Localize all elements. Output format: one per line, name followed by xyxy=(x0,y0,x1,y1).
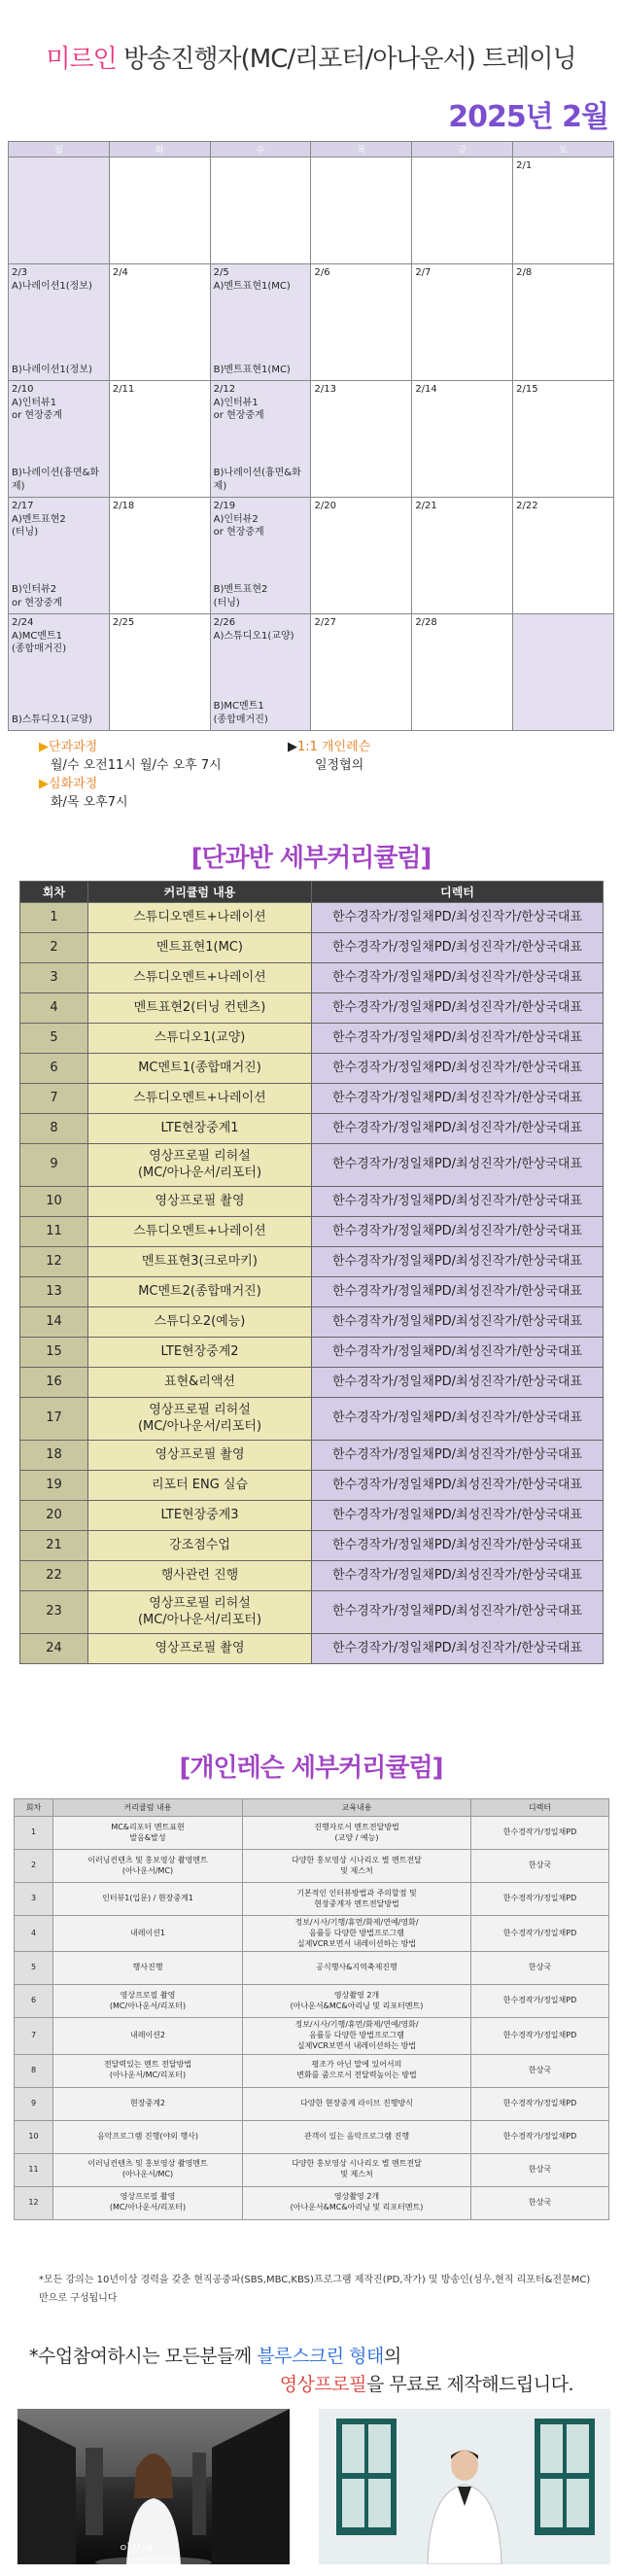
round-number: 2 xyxy=(20,933,88,963)
director-names: 한수경작가/정일채PD/최성진작가/한상국대표 xyxy=(312,1187,604,1217)
day-schedule-bottom: B)나레이션(흉면&화제) xyxy=(12,468,100,492)
director-names: 한상국 xyxy=(471,1850,609,1883)
weekday-mon: 월 xyxy=(9,142,110,157)
director-names: 한수경작가/정일채PD/최성진작가/한상국대표 xyxy=(312,1054,604,1084)
curriculum-content: 멘트표현1(MC) xyxy=(88,933,312,963)
page-title xyxy=(0,39,622,75)
short-course-title: [단과반 세부커리큘럼] xyxy=(190,844,432,873)
curriculum-content: 영상프로필 리허설 (MC/아나운서/리포터) xyxy=(88,1398,312,1441)
lesson-detail: 기본적인 인터뷰방법과 주의할점 및 현장중계자 멘트전달방법 xyxy=(243,1883,471,1916)
table-row xyxy=(15,1916,609,1952)
round-number: 13 xyxy=(20,1277,88,1307)
table-row xyxy=(15,1883,609,1916)
col-content: 커리큘럼 내용 xyxy=(53,1799,243,1817)
day-schedule-bottom: B)MC멘트1 (종합매거진) xyxy=(213,701,268,725)
curriculum-content: 내레이션2 xyxy=(53,2018,243,2054)
curriculum-content: 리포터 ENG 실습 xyxy=(88,1471,312,1501)
day-schedule-top: 2/4 xyxy=(112,267,128,278)
director-names: 한수경작가/정일채PD xyxy=(471,1817,609,1850)
profile-photo-female xyxy=(17,2409,290,2564)
day-schedule-top: 2/26 A)스튜디오1(교양) xyxy=(213,617,294,642)
table-row xyxy=(20,1441,604,1471)
table-row xyxy=(20,1084,604,1114)
curriculum-content: 이러닝컨텐츠 및 홍보영상 촬영멘트 (아나운서/MC) xyxy=(53,1850,243,1883)
short-course-rows xyxy=(20,903,604,1664)
studio-scene xyxy=(17,2409,290,2564)
calendar-day xyxy=(109,498,210,614)
round-number: 8 xyxy=(20,1114,88,1144)
profile-photo-male xyxy=(319,2409,610,2564)
table-row xyxy=(20,903,604,933)
round-number: 7 xyxy=(15,2018,53,2054)
curriculum-content: 영상프로필 촬영 (MC/아나운서/리포터) xyxy=(53,2186,243,2219)
calendar-day xyxy=(412,264,513,381)
lesson-detail: 관객이 있는 음악프로그램 진행 xyxy=(243,2120,471,2153)
table-row xyxy=(15,2120,609,2153)
round-number: 9 xyxy=(15,2087,53,2120)
round-number: 6 xyxy=(20,1054,88,1084)
round-number: 4 xyxy=(15,1916,53,1952)
curriculum-content: 스튜디오2(예능) xyxy=(88,1307,312,1338)
calendar-day xyxy=(311,614,412,731)
director-names: 한수경작가/정일채PD/최성진작가/한상국대표 xyxy=(312,1144,604,1187)
table-row xyxy=(20,993,604,1024)
round-number: 20 xyxy=(20,1501,88,1531)
table-row xyxy=(20,963,604,993)
curriculum-content: 스튜디오1(교양) xyxy=(88,1024,312,1054)
curriculum-content: 행사관련 진행 xyxy=(88,1561,312,1591)
lesson-detail: 평조가 아닌 말에 있어서의 변화를 줌으로서 전달력높이는 방법 xyxy=(243,2054,471,2087)
director-names: 한상국 xyxy=(471,2153,609,2186)
director-names: 한수경작가/정일채PD/최성진작가/한상국대표 xyxy=(312,1247,604,1277)
col-director: 디렉터 xyxy=(471,1799,609,1817)
day-schedule-top: 2/21 xyxy=(415,501,437,511)
col-detail: 교육내용 xyxy=(243,1799,471,1817)
curriculum-content: 음악프로그램 진행(야외 행사) xyxy=(53,2120,243,2153)
calendar-day xyxy=(210,264,311,381)
day-schedule-top: 2/24 A)MC멘트1 (종합매거진) xyxy=(12,617,67,654)
table-row xyxy=(15,2018,609,2054)
calendar-day xyxy=(311,157,412,264)
calendar-day xyxy=(109,157,210,264)
calendar-day xyxy=(513,157,614,264)
day-schedule-top: 2/7 xyxy=(415,267,432,278)
footnote: *모든 강의는 10년이상 경력을 갖춘 현직공중파(SBS,MBC,KBS)프로그램 제작진(PD,작가) 및 방송인(성우,현직 리포터&전문MC)만으로 구성됩니다 xyxy=(39,2275,591,2304)
director-names: 한상국 xyxy=(471,1952,609,1985)
calendar-day xyxy=(9,157,110,264)
table-row xyxy=(20,1471,604,1501)
table-row xyxy=(15,2153,609,2186)
private-course-title: [개인레슨 세부커리큘럼] xyxy=(179,1754,443,1783)
director-names: 한수경작가/정일채PD/최성진작가/한상국대표 xyxy=(312,1307,604,1338)
round-number: 18 xyxy=(20,1441,88,1471)
weekday-wed: 수 xyxy=(210,142,311,157)
day-schedule-top: 2/10 A)인터뷰1 or 현장중계 xyxy=(12,384,63,421)
round-number: 19 xyxy=(20,1471,88,1501)
calendar-day xyxy=(513,614,614,731)
curriculum-content: MC멘트1(종합매거진) xyxy=(88,1054,312,1084)
table-row xyxy=(20,1217,604,1247)
table-row xyxy=(15,2054,609,2087)
course-legend xyxy=(39,739,222,812)
round-number: 7 xyxy=(20,1084,88,1114)
calendar-day xyxy=(311,498,412,614)
calendar-day xyxy=(311,381,412,498)
private-lesson-time: 일정협의 xyxy=(315,757,364,773)
promo-pre: *수업참여하시는 모든분들께 xyxy=(29,2346,258,2367)
round-number: 11 xyxy=(20,1217,88,1247)
round-number: 10 xyxy=(15,2120,53,2153)
table-row xyxy=(15,2087,609,2120)
round-number: 3 xyxy=(20,963,88,993)
round-number: 8 xyxy=(15,2054,53,2087)
private-legend xyxy=(288,739,370,776)
day-schedule-top: 2/20 xyxy=(314,501,336,511)
table-row xyxy=(20,1634,604,1664)
day-schedule-bottom: B)멘트표현2 (터닝) xyxy=(213,584,268,609)
round-number: 24 xyxy=(20,1634,88,1664)
triangle-icon: ▶ xyxy=(39,776,49,791)
calendar-day xyxy=(412,614,513,731)
window-scene xyxy=(319,2409,610,2564)
director-names: 한수경작가/정일채PD/최성진작가/한상국대표 xyxy=(312,1561,604,1591)
round-number: 12 xyxy=(20,1247,88,1277)
day-schedule-top: 2/11 xyxy=(112,384,135,395)
calendar-day xyxy=(9,381,110,498)
day-schedule-bottom: B)스튜디오1(교양) xyxy=(12,714,92,725)
table-row xyxy=(20,1307,604,1338)
day-schedule-top: 2/14 xyxy=(415,384,437,395)
table-row xyxy=(15,1850,609,1883)
title-text: 방송진행자(MC/리포터/아나운서) 트레이닝 xyxy=(116,45,576,74)
curriculum-content: 스튜디오멘트+나레이션 xyxy=(88,1084,312,1114)
day-schedule-top: 2/22 xyxy=(516,501,538,511)
lesson-detail: 다양한 현장중계 라이브 진행방식 xyxy=(243,2087,471,2120)
promo-red: 영상프로필 xyxy=(279,2374,366,2396)
curriculum-content: 전달력있는 멘트 전달방법 (아나운서/MC/리포터) xyxy=(53,2054,243,2087)
lesson-detail: 다양한 홍보영상 시나리오 별 멘트전달 및 제스처 xyxy=(243,1850,471,1883)
director-names: 한수경작가/정일채PD/최성진작가/한상국대표 xyxy=(312,1441,604,1471)
day-schedule-top: 2/3 A)나레이션1(정보) xyxy=(12,267,92,292)
table-row xyxy=(20,1338,604,1368)
table-row xyxy=(15,1985,609,2018)
deep-course-label: 심화과정 xyxy=(49,776,98,791)
curriculum-content: 내레이션1 xyxy=(53,1916,243,1952)
round-number: 12 xyxy=(15,2186,53,2219)
director-names: 한수경작가/정일채PD/최성진작가/한상국대표 xyxy=(312,1501,604,1531)
curriculum-content: 인터뷰1(입문) / 현장중계1 xyxy=(53,1883,243,1916)
col-content: 커리큘럼 내용 xyxy=(88,882,312,903)
curriculum-content: 스튜디오멘트+나레이션 xyxy=(88,963,312,993)
curriculum-content: 영상프로필 리허설 (MC/아나운서/리포터) xyxy=(88,1591,312,1634)
round-number: 5 xyxy=(20,1024,88,1054)
director-names: 한수경작가/정일채PD xyxy=(471,1985,609,2018)
curriculum-content: LTE현장중계2 xyxy=(88,1338,312,1368)
calendar-day xyxy=(412,498,513,614)
round-number: 23 xyxy=(20,1591,88,1634)
calendar-day xyxy=(9,498,110,614)
curriculum-content: 영상프로필 촬영 xyxy=(88,1634,312,1664)
curriculum-content: 행사진행 xyxy=(53,1952,243,1985)
director-names: 한수경작가/정일채PD xyxy=(471,2087,609,2120)
curriculum-content: 멘트표현2(터닝 컨텐츠) xyxy=(88,993,312,1024)
curriculum-content: 영상프로필 촬영 xyxy=(88,1441,312,1471)
day-schedule-top: 2/8 xyxy=(516,267,533,278)
round-number: 9 xyxy=(20,1144,88,1187)
calendar-week xyxy=(9,498,614,614)
calendar-day xyxy=(513,381,614,498)
col-round: 회차 xyxy=(15,1799,53,1817)
col-round: 회차 xyxy=(20,882,88,903)
director-names: 한수경작가/정일채PD xyxy=(471,2120,609,2153)
round-number: 15 xyxy=(20,1338,88,1368)
calendar-day xyxy=(109,264,210,381)
director-names: 한수경작가/정일채PD/최성진작가/한상국대표 xyxy=(312,1591,604,1634)
day-schedule-top: 2/6 xyxy=(314,267,330,278)
calendar-week xyxy=(9,264,614,381)
director-names: 한수경작가/정일채PD xyxy=(471,2018,609,2054)
day-schedule-top: 2/13 xyxy=(314,384,336,395)
director-names: 한수경작가/정일채PD/최성진작가/한상국대표 xyxy=(312,1634,604,1664)
round-number: 5 xyxy=(15,1952,53,1985)
curriculum-content: MC&리포터 멘트표현 발음&발성 xyxy=(53,1817,243,1850)
day-schedule-bottom: B)인터뷰2 or 현장중계 xyxy=(12,584,63,609)
col-director: 디렉터 xyxy=(312,882,604,903)
director-names: 한수경작가/정일채PD/최성진작가/한상국대표 xyxy=(312,1531,604,1561)
director-names: 한수경작가/정일채PD/최성진작가/한상국대표 xyxy=(312,1471,604,1501)
deep-course-time: 화/목 오후7시 xyxy=(51,794,128,810)
day-schedule-top: 2/25 xyxy=(112,617,135,628)
director-names: 한수경작가/정일채PD/최성진작가/한상국대표 xyxy=(312,1368,604,1398)
table-row xyxy=(20,1398,604,1441)
director-names: 한수경작가/정일채PD/최성진작가/한상국대표 xyxy=(312,933,604,963)
day-schedule-top: 2/19 A)인터뷰2 or 현장중계 xyxy=(213,501,264,538)
day-schedule-top: 2/28 xyxy=(415,617,437,628)
curriculum-content: 영상프로필 촬영 (MC/아나운서/리포터) xyxy=(53,1985,243,2018)
director-names: 한수경작가/정일채PD/최성진작가/한상국대표 xyxy=(312,1338,604,1368)
curriculum-content: MC멘트2(종합매거진) xyxy=(88,1277,312,1307)
triangle-icon: ▶ xyxy=(39,740,49,754)
calendar-day xyxy=(210,381,311,498)
table-row xyxy=(20,1187,604,1217)
round-number: 17 xyxy=(20,1398,88,1441)
calendar-day xyxy=(210,498,311,614)
promo-post: 의 xyxy=(383,2346,401,2367)
weekday-sat: 토 xyxy=(513,142,614,157)
short-course-label: 단과과정 xyxy=(49,740,98,754)
brand-name: 미르인 xyxy=(46,45,117,74)
calendar-day xyxy=(513,498,614,614)
lesson-detail: 영상촬영 2개 (아나운서&MC&아리닝 및 리포터멘트) xyxy=(243,2186,471,2219)
day-schedule-top: 2/12 A)인터뷰1 or 현장중계 xyxy=(213,384,264,421)
director-names: 한수경작가/정일채PD xyxy=(471,1916,609,1952)
director-names: 한수경작가/정일채PD/최성진작가/한상국대표 xyxy=(312,1277,604,1307)
calendar-day xyxy=(311,264,412,381)
director-names: 한수경작가/정일채PD/최성진작가/한상국대표 xyxy=(312,963,604,993)
table-row xyxy=(20,933,604,963)
curriculum-content: 강조점수업 xyxy=(88,1531,312,1561)
curriculum-content: LTE현장중계1 xyxy=(88,1114,312,1144)
promo-text xyxy=(29,2343,603,2400)
calendar-day xyxy=(412,157,513,264)
table-row xyxy=(20,1277,604,1307)
day-schedule-bottom: B)나레이션1(정보) xyxy=(12,364,92,375)
photo-caption: 이보배 xyxy=(120,2542,154,2556)
round-number: 14 xyxy=(20,1307,88,1338)
day-schedule-bottom: B)나레이션(흉면&화제) xyxy=(213,468,301,492)
table-row xyxy=(20,1561,604,1591)
director-names: 한상국 xyxy=(471,2054,609,2087)
promo-tail: 을 무료로 제작해드립니다. xyxy=(365,2374,573,2396)
curriculum-content: 스튜디오멘트+나레이션 xyxy=(88,1217,312,1247)
round-number: 6 xyxy=(15,1985,53,2018)
curriculum-content: 현장중계2 xyxy=(53,2087,243,2120)
table-row xyxy=(20,1144,604,1187)
day-schedule-top: 2/1 xyxy=(516,160,533,171)
calendar-day xyxy=(210,157,311,264)
schedule-calendar xyxy=(8,141,614,731)
calendar-week xyxy=(9,157,614,264)
day-schedule-top: 2/18 xyxy=(112,501,135,511)
round-number: 16 xyxy=(20,1368,88,1398)
curriculum-content: 영상프로필 리허설 (MC/아나운서/리포터) xyxy=(88,1144,312,1187)
director-names: 한수경작가/정일채PD/최성진작가/한상국대표 xyxy=(312,1398,604,1441)
table-row xyxy=(20,1501,604,1531)
weekday-tue: 화 xyxy=(109,142,210,157)
table-row xyxy=(15,1952,609,1985)
round-number: 22 xyxy=(20,1561,88,1591)
director-names: 한상국 xyxy=(471,2186,609,2219)
calendar-day xyxy=(9,264,110,381)
calendar-day xyxy=(109,381,210,498)
director-names: 한수경작가/정일채PD/최성진작가/한상국대표 xyxy=(312,1084,604,1114)
calendar-day xyxy=(513,264,614,381)
month-label: 2025년 2월 xyxy=(448,100,608,134)
director-names: 한수경작가/정일채PD xyxy=(471,1883,609,1916)
director-names: 한수경작가/정일채PD/최성진작가/한상국대표 xyxy=(312,1024,604,1054)
table-row xyxy=(20,1114,604,1144)
calendar-day xyxy=(109,614,210,731)
day-schedule-top: 2/17 A)멘트표현2 (터닝) xyxy=(12,501,66,538)
lesson-detail: 다양한 홍보영상 시나리오 별 멘트전달 및 제스처 xyxy=(243,2153,471,2186)
lesson-detail: 공식행사&지역축제진행 xyxy=(243,1952,471,1985)
promo-blue: 블루스크린 형태 xyxy=(257,2346,384,2367)
day-schedule-bottom: B)멘트표현1(MC) xyxy=(213,364,291,375)
director-names: 한수경작가/정일채PD/최성진작가/한상국대표 xyxy=(312,993,604,1024)
triangle-icon: ▶ xyxy=(288,740,297,754)
calendar-body xyxy=(9,157,614,731)
curriculum-content: 스튜디오멘트+나레이션 xyxy=(88,903,312,933)
round-number: 1 xyxy=(15,1817,53,1850)
curriculum-content: LTE현장중계3 xyxy=(88,1501,312,1531)
weekday-fri: 금 xyxy=(412,142,513,157)
curriculum-content: 영상프로필 촬영 xyxy=(88,1187,312,1217)
round-number: 4 xyxy=(20,993,88,1024)
lesson-detail: 정보/시사/기행/휴먼/화제/연예/영화/ 음률등 다양한 방법프로그램 실제VCR보면서 내레이션하는 방법 xyxy=(243,2018,471,2054)
table-row xyxy=(20,1368,604,1398)
table-row xyxy=(20,1024,604,1054)
director-names: 한수경작가/정일채PD/최성진작가/한상국대표 xyxy=(312,903,604,933)
calendar-week xyxy=(9,381,614,498)
table-row xyxy=(20,1247,604,1277)
curriculum-content: 표현&리액션 xyxy=(88,1368,312,1398)
table-row xyxy=(20,1531,604,1561)
round-number: 2 xyxy=(15,1850,53,1883)
table-row xyxy=(15,1817,609,1850)
weekday-thu: 목 xyxy=(311,142,412,157)
short-course-table xyxy=(19,881,604,1664)
round-number: 21 xyxy=(20,1531,88,1561)
day-schedule-top: 2/15 xyxy=(516,384,538,395)
director-names: 한수경작가/정일채PD/최성진작가/한상국대표 xyxy=(312,1217,604,1247)
lesson-detail: 정보/시사/기행/휴먼/화제/연예/영화/ 음률등 다양한 방법프로그램 실제VCR보면서 내레이션하는 방법 xyxy=(243,1916,471,1952)
private-lesson-label: 1:1 개인레슨 xyxy=(297,740,371,754)
table-row xyxy=(15,2186,609,2219)
calendar-week xyxy=(9,614,614,731)
private-course-table xyxy=(14,1798,609,2220)
curriculum-content: 멘트표현3(크로마키) xyxy=(88,1247,312,1277)
day-schedule-top: 2/5 A)멘트표현1(MC) xyxy=(213,267,291,292)
round-number: 1 xyxy=(20,903,88,933)
lesson-detail: 영상촬영 2개 (아나운서&MC&아리닝 및 리포터멘트) xyxy=(243,1985,471,2018)
private-course-rows xyxy=(15,1817,609,2220)
calendar-day xyxy=(9,614,110,731)
table-row xyxy=(20,1054,604,1084)
day-schedule-top: 2/27 xyxy=(314,617,336,628)
director-names: 한수경작가/정일채PD/최성진작가/한상국대표 xyxy=(312,1114,604,1144)
round-number: 11 xyxy=(15,2153,53,2186)
round-number: 10 xyxy=(20,1187,88,1217)
calendar-day xyxy=(210,614,311,731)
curriculum-content: 이러닝컨텐츠 및 홍보영상 촬영멘트 (아나운서/MC) xyxy=(53,2153,243,2186)
table-row xyxy=(20,1591,604,1634)
lesson-detail: 진행자로서 멘트전달방법 (교양 / 예능) xyxy=(243,1817,471,1850)
short-course-time: 월/수 오전11시 월/수 오후 7시 xyxy=(51,757,222,773)
round-number: 3 xyxy=(15,1883,53,1916)
calendar-day xyxy=(412,381,513,498)
